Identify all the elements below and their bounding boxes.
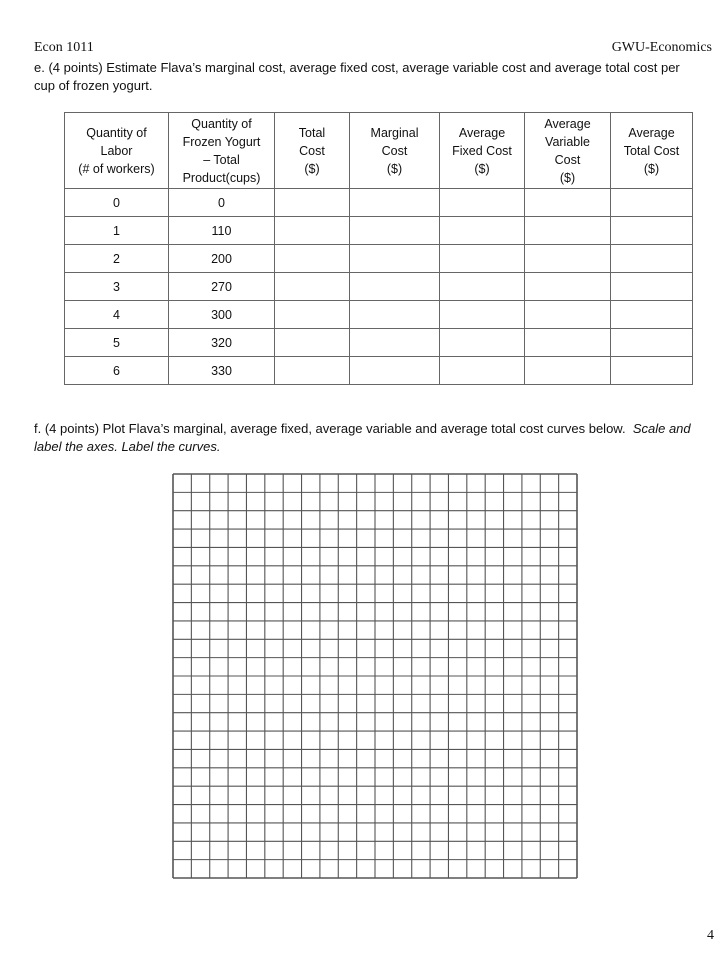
header-line: Cost	[554, 152, 581, 167]
header-line: Marginal	[370, 125, 419, 140]
header-line: Frozen Yogurt	[182, 134, 261, 149]
table-cell: 320	[169, 329, 275, 357]
table-cell: 3	[65, 273, 169, 301]
header-line: Cost	[381, 143, 408, 158]
table-cell: 110	[169, 217, 275, 245]
column-header	[440, 113, 525, 189]
question-f	[34, 420, 704, 456]
answer-cell[interactable]	[440, 245, 525, 273]
answer-cell[interactable]	[525, 301, 611, 329]
answer-cell[interactable]	[350, 189, 440, 217]
table-row	[65, 301, 693, 329]
header-line: ($)	[304, 161, 320, 176]
table-cell: 5	[65, 329, 169, 357]
answer-cell[interactable]	[440, 357, 525, 385]
header-line: Average	[628, 125, 675, 140]
answer-cell[interactable]	[611, 301, 693, 329]
header-line: ($)	[643, 161, 660, 176]
answer-cell[interactable]	[440, 189, 525, 217]
department-label: GWU-Economics	[611, 40, 712, 55]
answer-cell[interactable]	[275, 301, 350, 329]
table-cell: 4	[65, 301, 169, 329]
answer-cell[interactable]	[350, 357, 440, 385]
table-row	[65, 329, 693, 357]
header-line: (# of workers)	[78, 161, 155, 176]
header-line: Product(cups)	[182, 170, 261, 185]
answer-cell[interactable]	[611, 329, 693, 357]
column-header	[350, 113, 440, 189]
header-line: Fixed Cost	[452, 143, 512, 158]
table-cell: 0	[65, 189, 169, 217]
table-row	[65, 357, 693, 385]
header-line: Total	[298, 125, 326, 140]
table-cell: 1	[65, 217, 169, 245]
header-line: ($)	[386, 161, 403, 176]
table-row	[65, 189, 693, 217]
question-f-text: f. (4 points) Plot Flava’s marginal, average fixed, average variable and average total cost curves below.	[34, 421, 626, 436]
question-e: e. (4 points) Estimate Flava’s marginal cost, average fixed cost, average variable cost and average total cost per cup of frozen yogurt.	[34, 60, 680, 93]
answer-cell[interactable]	[275, 189, 350, 217]
table-row	[65, 273, 693, 301]
answer-cell[interactable]	[350, 329, 440, 357]
answer-cell[interactable]	[440, 329, 525, 357]
column-header	[65, 113, 169, 189]
header-line: ($)	[474, 161, 490, 176]
answer-cell[interactable]	[611, 245, 693, 273]
table-cell: 270	[169, 273, 275, 301]
header-line: ($)	[559, 170, 576, 185]
header-line: Cost	[299, 143, 325, 158]
answer-cell[interactable]	[611, 189, 693, 217]
table-cell: 200	[169, 245, 275, 273]
table-row	[65, 245, 693, 273]
question-f-instructions: Scale and label the axes. Label the curves.	[34, 421, 691, 454]
table-cell: 2	[65, 245, 169, 273]
answer-cell[interactable]	[275, 217, 350, 245]
answer-cell[interactable]	[275, 357, 350, 385]
table-cell: 330	[169, 357, 275, 385]
answer-cell[interactable]	[525, 357, 611, 385]
answer-cell[interactable]	[525, 329, 611, 357]
column-header	[275, 113, 350, 189]
header-line: Labor	[100, 143, 133, 158]
answer-cell[interactable]	[525, 273, 611, 301]
header-line: Quantity of	[191, 116, 252, 131]
column-header	[611, 113, 693, 189]
header-line: Total Cost	[623, 143, 680, 158]
table-cell: 0	[169, 189, 275, 217]
answer-cell[interactable]	[440, 217, 525, 245]
column-header	[525, 113, 611, 189]
answer-cell[interactable]	[350, 273, 440, 301]
answer-cell[interactable]	[440, 301, 525, 329]
cost-table	[64, 112, 693, 385]
answer-cell[interactable]	[525, 217, 611, 245]
answer-cell[interactable]	[275, 245, 350, 273]
table-row	[65, 217, 693, 245]
table-cell: 300	[169, 301, 275, 329]
answer-cell[interactable]	[525, 189, 611, 217]
header-line: – Total	[203, 152, 240, 167]
answer-cell[interactable]	[275, 273, 350, 301]
course-label: Econ 1011	[34, 40, 94, 55]
header-line: Variable	[545, 134, 590, 149]
table-cell: 6	[65, 357, 169, 385]
answer-cell[interactable]	[611, 273, 693, 301]
column-header	[169, 113, 275, 189]
answer-cell[interactable]	[350, 217, 440, 245]
answer-cell[interactable]	[525, 245, 611, 273]
header-line: Average	[544, 116, 591, 131]
answer-cell[interactable]	[350, 301, 440, 329]
answer-cell[interactable]	[440, 273, 525, 301]
answer-cell[interactable]	[611, 357, 693, 385]
answer-cell[interactable]	[275, 329, 350, 357]
page-number: 4	[707, 928, 714, 943]
answer-cell[interactable]	[350, 245, 440, 273]
header-line: Average	[458, 125, 506, 140]
graph-grid[interactable]	[172, 473, 578, 879]
answer-cell[interactable]	[611, 217, 693, 245]
header-line: Quantity of	[86, 125, 147, 140]
